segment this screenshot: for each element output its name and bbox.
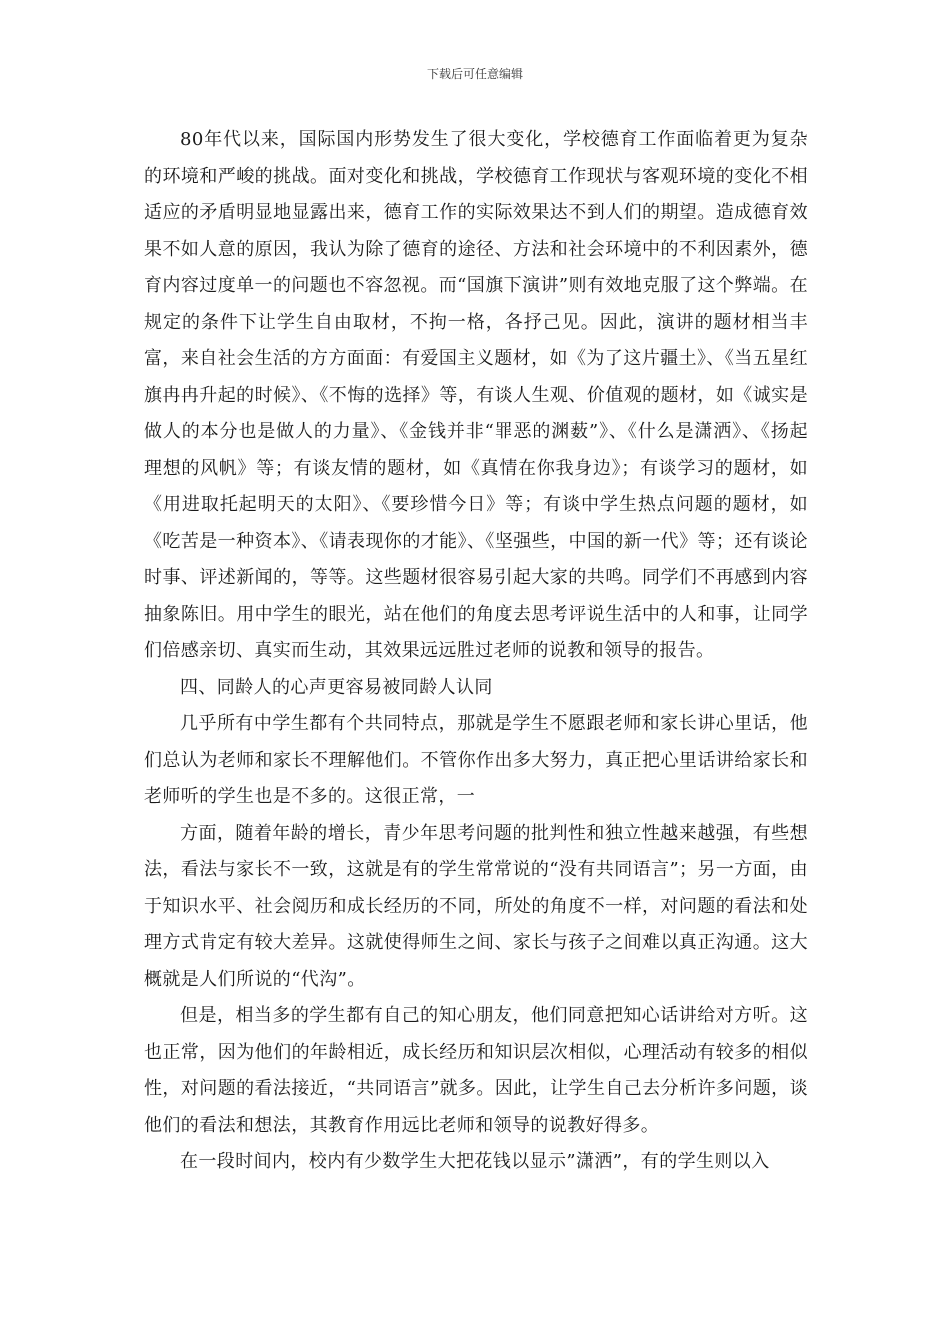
body-paragraph: 在一段时间内，校内有少数学生大把花钱以显示”潇洒”，有的学生则以入 [180,1151,770,1172]
document-body [144,122,808,1181]
section-heading: 四、同龄人的心声更容易被同龄人认同 [180,676,493,698]
body-paragraph: 方面，随着年龄的增长，青少年思考问题的批判性和独立性越来越强，有些想法，看法与家长不一致，这就是有的学生常常说的“没有共同语言”；另一方面，由于知识水平、社会阅历和成长经历的不同，所处的角度不一样，对问题的看法和处理方式肯定有较大差异。这就使得师生之间、家长与孩子之间难以真正沟通。这大概就是人们所说的“代沟”。 [144,822,808,990]
page-header: 下载后可任意编辑 [426,67,523,81]
body-paragraph: 几乎所有中学生都有个共同特点，那就是学生不愿跟老师和家长讲心里话，他们总认为老师和家长不理解他们。不管你作出多大努力，真正把心里话讲给家长和老师听的学生也是不多的。这很正常，一 [144,713,808,807]
body-paragraph: 80年代以来，国际国内形势发生了很大变化，学校德育工作面临着更为复杂的环境和严峻的挑战。面对变化和挑战，学校德育工作现状与客观环境的变化不相适应的矛盾明显地显露出来，德育工作的实际效果达不到人们的期望。造成德育效果不如人意的原因，我认为除了德育的途径、方法和社会环境中的不利因素外，德育内容过度单一的问题也不容忽视。而“国旗下演讲”则有效地克服了这个弊端。在规定的条件下让学生自由取材，不拘一格，各抒己见。因此，演讲的题材相当丰富，来自社会生活的方方面面：有爱国主义题材，如《为了这片疆土》、《当五星红旗冉冉升起的时候》、《不悔的选择》等，有谈人生观、价值观的题材，如《诚实是做人的本分也是做人的力量》、《金钱并非“罪恶的渊薮”》、《什么是潇洒》、《扬起理想的风帆》等；有谈友情的题材，如《真情在你我身边》；有谈学习的题材，如《用进取托起明天的太阳》、《要珍惜今日》等；有谈中学生热点问题的题材，如《吃苦是一种资本》、《请表现你的才能》、《坚强些，中国的新一代》等；还有谈论时事、评述新闻的，等等。这些题材很容易引起大家的共鸣。同学们不再感到内容抽象陈旧。用中学生的眼光，站在他们的角度去思考评说生活中的人和事，让同学们倍感亲切、真实而生动，其效果远远胜过老师的说教和领导的报告。 [144,129,808,661]
body-paragraph: 但是，相当多的学生都有自己的知心朋友，他们同意把知心话讲给对方听。这也正常，因为他们的年龄相近，成长经历和知识层次相似，心理活动有较多的相似性，对问题的看法接近，“共同语言”就多。因此，让学生自己去分析许多问题，谈他们的看法和想法，其教育作用远比老师和领导的说教好得多。 [144,1005,808,1136]
